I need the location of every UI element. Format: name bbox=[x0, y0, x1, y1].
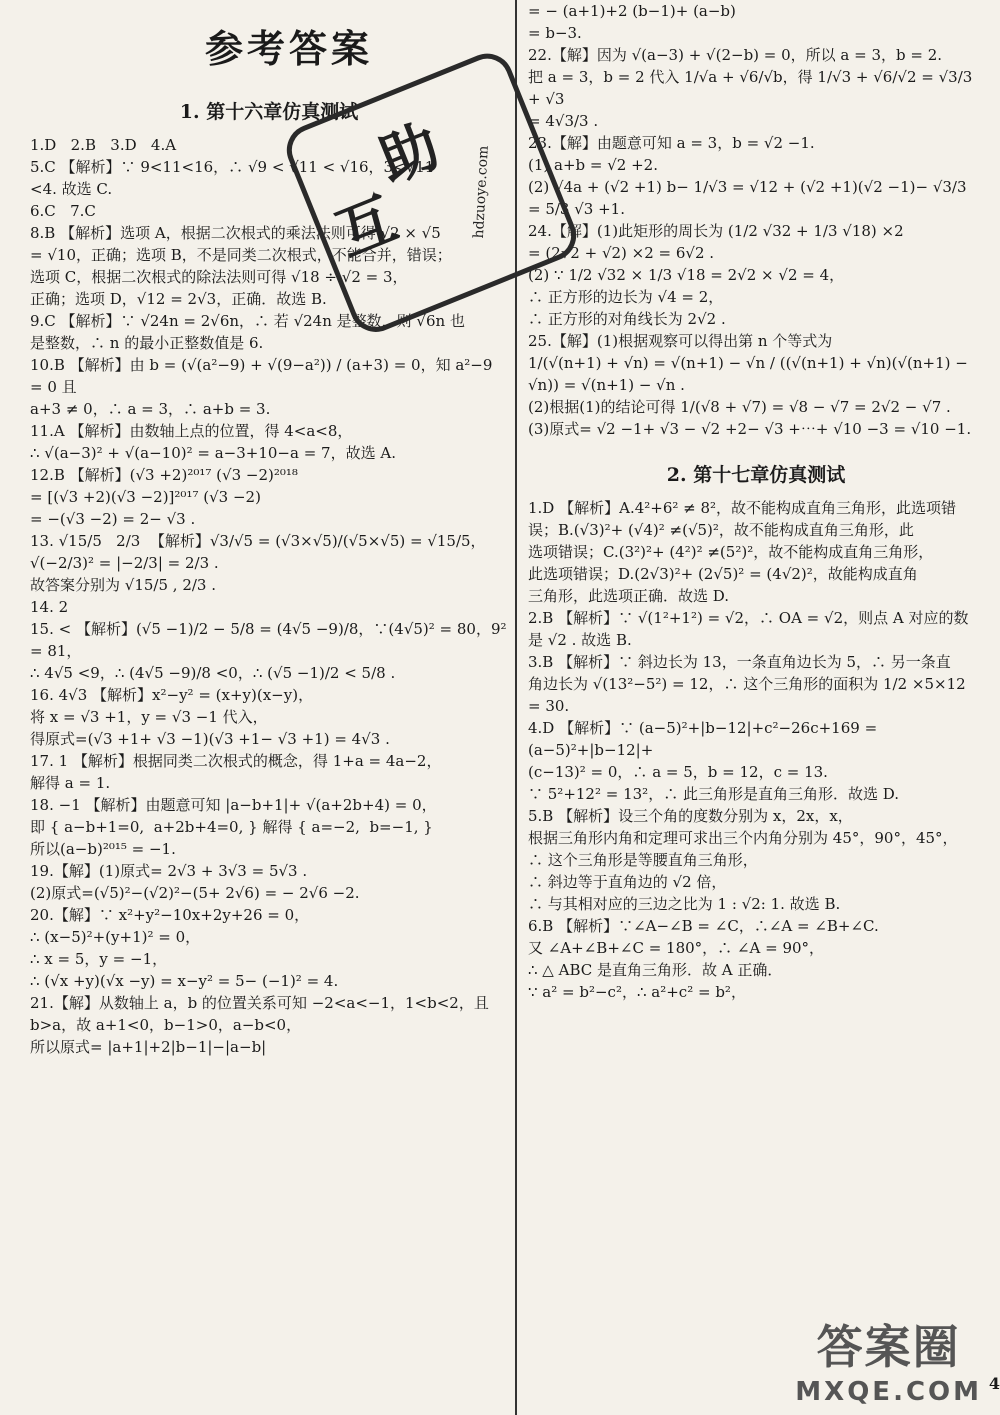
answer-line: 22.【解】因为 √(a−3) + √(2−b) = 0，所以 a = 3，b = 2. bbox=[528, 46, 943, 64]
answer-line: 正确；选项 D，√12 = 2√3，正确．故选 B. bbox=[30, 290, 327, 308]
right-answer-list bbox=[528, 0, 984, 440]
answer-line: = (2√2 + √2) ×2 = 6√2 . bbox=[528, 244, 715, 262]
answer-line: 又 ∠A+∠B+∠C = 180°，∴ ∠A = 90°， bbox=[528, 939, 825, 957]
answer-line: 12.B 【解析】(√3 +2)²⁰¹⁷ (√3 −2)²⁰¹⁸ bbox=[30, 466, 298, 484]
answer-line: = 4√3/3 . bbox=[528, 112, 599, 130]
answer-line: a+3 ≠ 0，∴ a = 3，∴ a+b = 3. bbox=[30, 400, 271, 418]
answer-line: ∴ 正方形的边长为 √4 = 2， bbox=[528, 288, 724, 306]
answer-line: = √10，正确；选项 B，不是同类二次根式，不能合并，错误； bbox=[30, 246, 452, 264]
answer-line: 选项错误；C.(3²)²+ (4²)² ≠(5²)²，故不能构成直角三角形， bbox=[528, 543, 934, 561]
answer-line: b>a，故 a+1<0，b−1>0，a−b<0， bbox=[30, 1016, 302, 1034]
answer-line: 此选项错误；D.(2√3)²+ (2√5)² = (4√2)²，故能构成直角 bbox=[528, 565, 918, 583]
answer-line: 6.C 7.C bbox=[30, 202, 96, 220]
answer-line: 9.C 【解析】∵ √24n = 2√6n，∴ 若 √24n 是整数，则 √6n 也 bbox=[30, 312, 465, 330]
answer-line: (2)根据(1)的结论可得 1/(√8 + √7) = √8 − √7 = 2√2 − √7 . bbox=[528, 398, 951, 416]
answer-line: 将 x = √3 +1，y = √3 −1 代入， bbox=[30, 708, 268, 726]
answer-line: ∴ 这个三角形是等腰直角三角形， bbox=[528, 851, 758, 869]
answer-line: ∵ 5²+12² = 13²，∴ 此三角形是直角三角形．故选 D. bbox=[528, 785, 899, 803]
answer-line: ∴ △ ABC 是直角三角形．故 A 正确． bbox=[528, 961, 783, 979]
answer-line: 4.D 【解析】∵ (a−5)²+|b−12|+c²−26c+169 = (a−5)²+|b−12|+ bbox=[528, 719, 882, 759]
answer-line: ∴ 与其相对应的三边之比为 1 : √2: 1. 故选 B. bbox=[528, 895, 841, 913]
answer-line: ∴ 4√5 <9，∴ (4√5 −9)/8 <0，∴ (√5 −1)/2 < 5/8 . bbox=[30, 664, 396, 682]
answer-line: 19.【解】(1)原式= 2√3 + 3√3 = 5√3 . bbox=[30, 862, 308, 880]
answer-line: 13. √15/5 2/3 【解析】√3/√5 = (√3×√5)/(√5×√5) = √15/5， bbox=[30, 532, 486, 550]
answer-line: √(−2/3)² = |−2/3| = 2/3 . bbox=[30, 554, 219, 572]
answer-line: ∴ x = 5，y = −1， bbox=[30, 950, 168, 968]
answer-line: 1.D 2.B 3.D 4.A bbox=[30, 136, 177, 154]
answer-line: 16. 4√3 【解析】x²−y² = (x+y)(x−y)， bbox=[30, 686, 314, 704]
section-title-ch17: 2. 第十七章仿真测试 bbox=[666, 464, 846, 486]
answer-line: 21.【解】从数轴上 a，b 的位置关系可知 −2<a<−1，1<b<2，且 bbox=[30, 994, 489, 1012]
answer-line: 5.B 【解析】设三个角的度数分别为 x，2x，x， bbox=[528, 807, 853, 825]
answer-line: 20.【解】∵ x²+y²−10x+2y+26 = 0， bbox=[30, 906, 310, 924]
watermark-cn: 答案圈 bbox=[816, 1320, 961, 1374]
answer-line: 得原式=(√3 +1+ √3 −1)(√3 +1− √3 +1) = 4√3 . bbox=[30, 730, 390, 748]
answer-line: ∴ 正方形的对角线长为 2√2 . bbox=[528, 310, 726, 328]
answer-line: 三角形，此选项正确．故选 D. bbox=[528, 587, 730, 605]
answer-line: 2.B 【解析】∵ √(1²+1²) = √2，∴ OA = √2，则点 A 对应的数 bbox=[528, 609, 969, 627]
answer-line: ∴ (x−5)²+(y+1)² = 0， bbox=[30, 928, 201, 946]
answer-line: 把 a = 3，b = 2 代入 1/√a + √6/√b，得 1/√3 + √6/√2 = √3/3 + √3 bbox=[528, 68, 978, 108]
answer-line: 选项 C，根据二次根式的除法法则可得 √18 ÷ √2 = 3， bbox=[30, 268, 408, 286]
answer-line: 18. −1 【解析】由题意可知 |a−b+1|+ √(a+2b+4) = 0， bbox=[30, 796, 437, 814]
answer-line: 11.A 【解析】由数轴上点的位置，得 4<a<8， bbox=[30, 422, 353, 440]
answer-line: ∵ a² = b²−c²，∴ a²+c² = b²， bbox=[528, 983, 746, 1001]
answer-line: 所以原式= |a+1|+2|b−1|−|a−b| bbox=[30, 1038, 267, 1056]
answer-line: (1) a+b = √2 +2. bbox=[528, 156, 658, 174]
answer-line: = b−3. bbox=[528, 24, 582, 42]
answer-line: 25.【解】(1)根据观察可以得出第 n 个等式为 bbox=[528, 332, 833, 350]
answer-line: 3.B 【解析】∵ 斜边长为 13，一条直角边长为 5，∴ 另一条直 bbox=[528, 653, 951, 671]
answer-line: 1/(√(n+1) + √n) = √(n+1) − √n / ((√(n+1) + √n)(√(n+1) − √n)) = √(n+1) − √n . bbox=[528, 354, 973, 394]
right-answer-list-2 bbox=[528, 497, 984, 1003]
answer-line: 所以(a−b)²⁰¹⁵ = −1. bbox=[30, 840, 176, 858]
stamp-url: hdzuoye.com bbox=[470, 145, 492, 239]
answer-line: <4. 故选 C. bbox=[30, 180, 113, 198]
answer-line: 角边长为 √(13²−5²) = 12，∴ 这个三角形的面积为 1/2 ×5×12 bbox=[528, 675, 966, 693]
answer-line: ∴ (√x +y)(√x −y) = x−y² = 5− (−1)² = 4. bbox=[30, 972, 339, 990]
answer-line: 8.B 【解析】选项 A，根据二次根式的乘法法则可得 √2 × √5 bbox=[30, 224, 441, 242]
answer-line: = −(√3 −2) = 2− √3 . bbox=[30, 510, 196, 528]
stamp-char-2: 助 bbox=[369, 110, 449, 196]
answer-line: (c−13)² = 0，∴ a = 5，b = 12，c = 13. bbox=[528, 763, 828, 781]
answer-line: 是 √2 . 故选 B. bbox=[528, 631, 632, 649]
answer-line: (3)原式= √2 −1+ √3 − √2 +2− √3 +⋯+ √10 −3 = √10 −1. bbox=[528, 420, 972, 438]
answer-line: 6.B 【解析】∵∠A−∠B = ∠C，∴∠A = ∠B+∠C. bbox=[528, 917, 879, 935]
page-number: 4 bbox=[988, 1374, 1000, 1393]
answer-line: 5.C 【解析】∵ 9<11<16，∴ √9 < √11 < √16，3<√11 bbox=[30, 158, 435, 176]
answer-line: ∴ 斜边等于直角边的 √2 倍， bbox=[528, 873, 727, 891]
stamp-char-1: 互 bbox=[326, 184, 407, 269]
answer-line: 14. 2 bbox=[30, 598, 69, 616]
answer-line: = 5/3 √3 +1. bbox=[528, 200, 625, 218]
section-title-ch16: 1. 第十六章仿真测试 bbox=[179, 101, 359, 123]
answer-line: = 30. bbox=[528, 697, 570, 715]
answer-line: = [(√3 +2)(√3 −2)]²⁰¹⁷ (√3 −2) bbox=[30, 488, 261, 506]
answer-line: 17. 1 【解析】根据同类二次根式的概念，得 1+a = 4a−2， bbox=[30, 752, 442, 770]
answer-line: 解得 a = 1. bbox=[30, 774, 111, 792]
answer-line: 23.【解】由题意可知 a = 3，b = √2 −1. bbox=[528, 134, 815, 152]
answer-line: (2)原式=(√5)²−(√2)²−(5+ 2√6) = − 2√6 −2. bbox=[30, 884, 360, 902]
answer-line: 24.【解】(1)此矩形的周长为 (1/2 √32 + 1/3 √18) ×2 bbox=[528, 222, 904, 240]
right-column bbox=[528, 0, 984, 1415]
answer-line: 是整数，∴ n 的最小正整数值是 6. bbox=[30, 334, 264, 352]
answer-line: 误；B.(√3)²+ (√4)² ≠(√5)²，故不能构成直角三角形，此 bbox=[528, 521, 914, 539]
answer-line: = − (a+1)+2 (b−1)+ (a−b) bbox=[528, 2, 736, 20]
answer-line: 1.D 【解析】A.4²+6² ≠ 8²，故不能构成直角三角形，此选项错 bbox=[528, 499, 957, 517]
answer-line: 故答案分别为 √15/5 , 2/3 . bbox=[30, 576, 216, 594]
answer-line: 即 { a−b+1=0, a+2b+4=0, } 解得 { a=−2, b=−1, } bbox=[30, 818, 433, 836]
watermark-en: MXQE.COM bbox=[795, 1377, 982, 1407]
answer-line: ∴ √(a−3)² + √(a−10)² = a−3+10−a = 7，故选 A. bbox=[30, 444, 396, 462]
answer-line: 15. < 【解析】(√5 −1)/2 − 5/8 = (4√5 −9)/8，∵(4√5)² = 80，9² = 81， bbox=[30, 620, 512, 660]
corner-watermark bbox=[795, 1311, 982, 1407]
answer-line: (2) ∵ 1/2 √32 × 1/3 √18 = 2√2 × √2 = 4， bbox=[528, 266, 845, 284]
page-title: 参考答案 bbox=[204, 26, 373, 71]
answer-line: 10.B 【解析】由 b = (√(a²−9) + √(9−a²)) / (a+3) = 0，知 a²−9 = 0 且 bbox=[30, 356, 498, 396]
answer-line: (2) √4a + (√2 +1) b− 1/√3 = √12 + (√2 +1)(√2 −1)− √3/3 bbox=[528, 178, 967, 196]
answer-line: 根据三角形内角和定理可求出三个内角分别为 45°，90°，45°， bbox=[528, 829, 958, 847]
